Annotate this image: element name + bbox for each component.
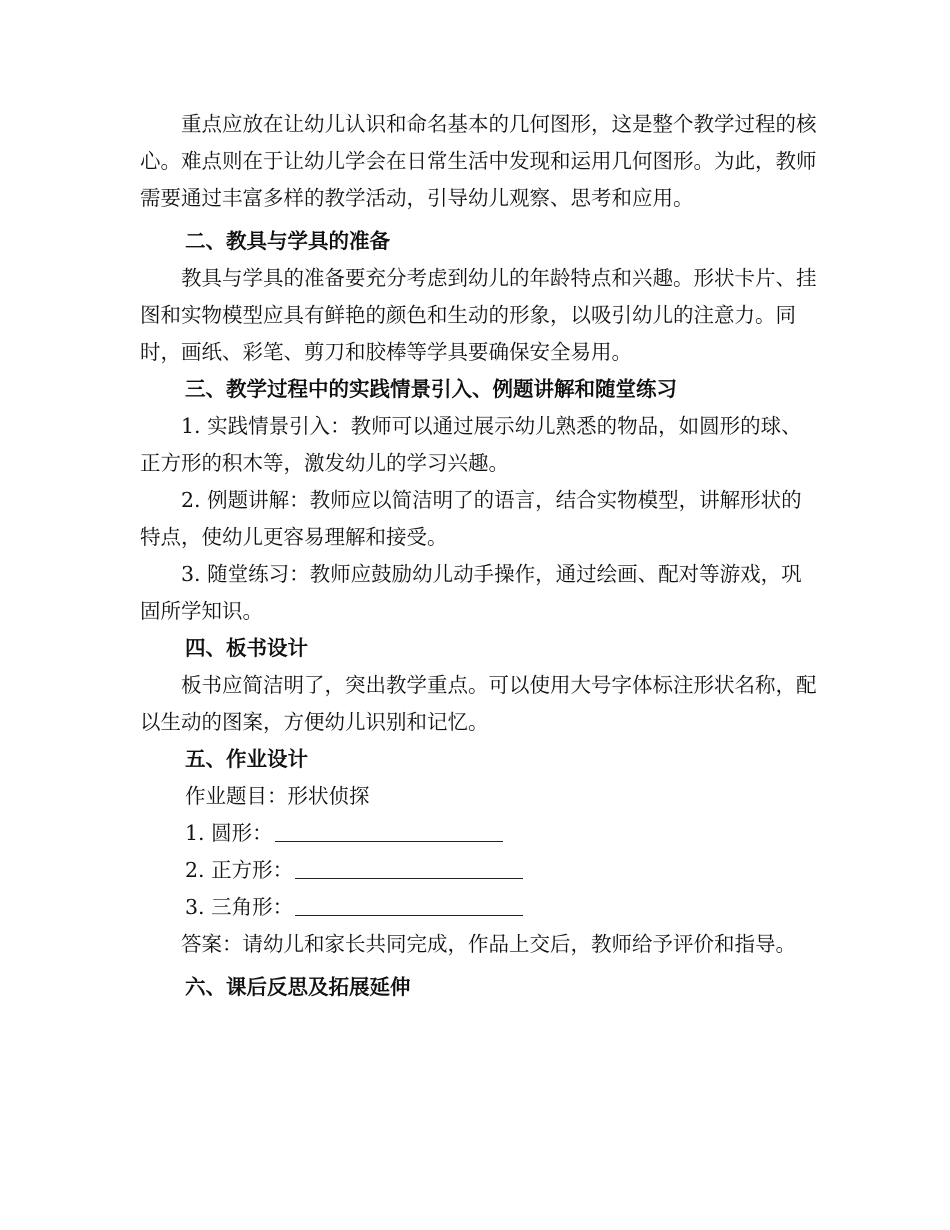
homework-item-triangle <box>140 889 820 926</box>
homework-title: 作业题目：形状侦探 <box>185 784 370 808</box>
answer-blank-line <box>295 914 523 916</box>
homework-item-circle <box>140 815 820 852</box>
homework-item-label: 1. 圆形： <box>185 821 273 845</box>
answer-blank-line <box>275 840 503 842</box>
heading-teaching-process: 三、教学过程中的实践情景引入、例题讲解和随堂练习 <box>185 377 677 401</box>
paragraph-answer: 答案：请幼儿和家长共同完成，作品上交后，教师给予评价和指导。 <box>181 932 796 956</box>
heading-teaching-aids: 二、教具与学具的准备 <box>185 229 390 253</box>
heading-reflection: 六、课后反思及拓展延伸 <box>185 975 411 999</box>
paragraph-class-exercise: 3. 随堂练习：教师应鼓励幼儿动手操作，通过绘画、配对等游戏，巩固所学知识。 <box>140 562 802 623</box>
paragraph-example-explanation: 2. 例题讲解：教师应以简洁明了的语言，结合实物模型，讲解形状的特点，使幼儿更容易理解和接受。 <box>140 488 802 549</box>
paragraph-board-design: 板书应简洁明了，突出教学重点。可以使用大号字体标注形状名称，配以生动的图案，方便幼儿识别和记忆。 <box>140 673 817 734</box>
heading-board-design: 四、板书设计 <box>185 636 308 660</box>
homework-item-label: 3. 三角形： <box>185 895 294 919</box>
heading-homework-design: 五、作业设计 <box>185 747 308 771</box>
paragraph-teaching-aids: 教具与学具的准备要充分考虑到幼儿的年龄特点和兴趣。形状卡片、挂图和实物模型应具有鲜艳的颜色和生动的形象，以吸引幼儿的注意力。同时，画纸、彩笔、剪刀和胶棒等学具要确保安全易用。 <box>140 266 817 364</box>
document-page <box>140 106 820 1006</box>
homework-item-square <box>140 852 820 889</box>
paragraph-key-points: 重点应放在让幼儿认识和命名基本的几何图形，这是整个教学过程的核心。难点则在于让幼儿学会在日常生活中发现和运用几何图形。为此，教师需要通过丰富多样的教学活动，引导幼儿观察、思考和应用。 <box>140 112 817 210</box>
answer-blank-line <box>295 877 523 879</box>
homework-item-label: 2. 正方形： <box>185 858 294 882</box>
paragraph-practice-intro: 1. 实践情景引入：教师可以通过展示幼儿熟悉的物品，如圆形的球、正方形的积木等，激发幼儿的学习兴趣。 <box>140 414 802 475</box>
